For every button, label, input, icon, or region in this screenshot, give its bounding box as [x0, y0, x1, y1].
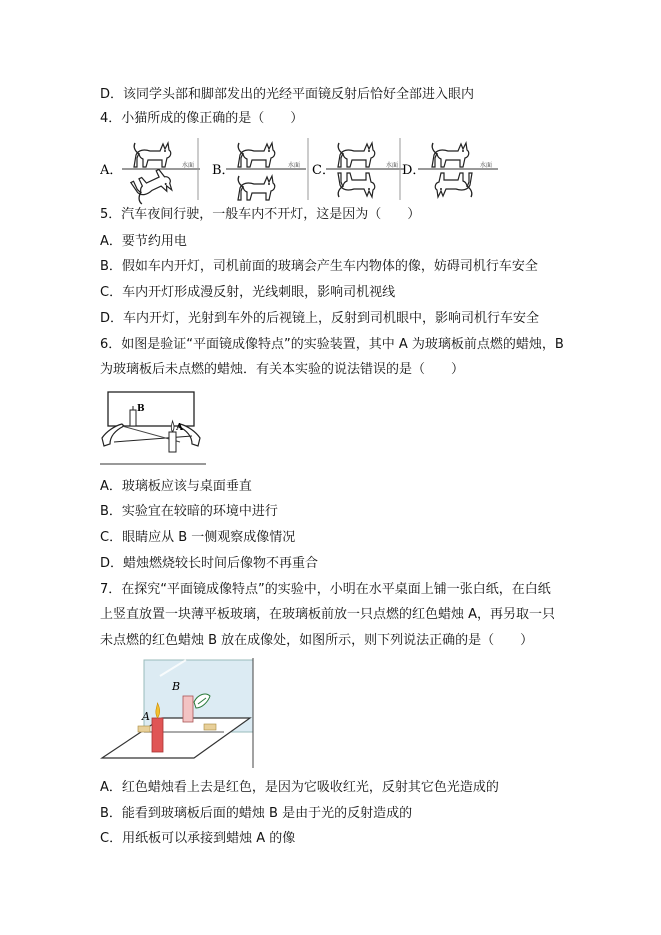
q7-stem-line3: 未点燃的红色蜡烛 B 放在成像处，如图所示，则下列说法正确的是（ ） — [100, 633, 534, 648]
q5-option-d: D．车内开灯，光射到车外的后视镜上，反射到司机眼中，影响司机行车安全 — [100, 311, 540, 326]
q7-stem-line1: 7．在探究“平面镜成像特点”的实验中，小明在水平桌面上铺一张白纸，在白纸 — [100, 582, 551, 597]
q4-option-d-water-label: 水面 — [480, 162, 493, 169]
q7-option-a: A．红色蜡烛看上去是红色，是因为它吸收红光，反射其它色光造成的 — [100, 780, 499, 795]
q6-option-b: B．实验宜在较暗的环境中进行 — [100, 504, 278, 519]
q5-stem: 5．汽车夜间行驶，一般车内不开灯，这是因为（ ） — [100, 207, 421, 222]
q4-options-figure — [100, 134, 500, 206]
q6-label-a: A — [176, 423, 183, 433]
q5-option-c: C．车内开灯形成漫反射，光线刺眼，影响司机视线 — [100, 285, 396, 300]
q4-stem: 4．小猫所成的像正确的是（ ） — [100, 111, 304, 126]
q7-label-b: B — [172, 680, 181, 693]
q7-figure — [100, 658, 256, 768]
q4-option-a-water-label: 水面 — [182, 162, 195, 169]
q6-option-c: C．眼睛应从 B 一侧观察成像情况 — [100, 530, 296, 545]
cat-object-icon — [238, 143, 275, 167]
cat-image-icon — [238, 176, 275, 200]
q4-option-a-letter: A． — [100, 163, 123, 178]
q6-figure — [100, 386, 206, 466]
q4-option-c-water-label: 水面 — [386, 162, 399, 169]
q7-option-c: C．用纸板可以承接到蜡烛 A 的像 — [100, 831, 296, 846]
q7-option-b: B．能看到玻璃板后面的蜡烛 B 是由于光的反射造成的 — [100, 806, 413, 821]
q7-label-a: A — [142, 710, 150, 723]
q4-cat-figures — [100, 134, 500, 206]
cat-image-icon — [435, 173, 472, 197]
q5-option-a: A．要节约用电 — [100, 234, 187, 249]
q6-option-a: A．玻璃板应该与桌面垂直 — [100, 479, 252, 494]
q6-option-d: D．蜡烛燃烧较长时间后像物不再重合 — [100, 556, 319, 571]
q6-stem-line2: 为玻璃板后未点燃的蜡烛．有关本实验的说法错误的是（ ） — [100, 362, 465, 377]
cat-object-icon — [338, 143, 375, 167]
q4-option-b-letter: B． — [212, 163, 235, 178]
q6-label-b: B — [137, 404, 145, 414]
q4-option-b-water-label: 水面 — [288, 162, 301, 169]
q4-option-d-letter: D． — [402, 163, 426, 178]
cat-image-icon — [338, 173, 375, 197]
cat-object-icon — [432, 143, 469, 167]
q7-stem-line2: 上竖直放置一块薄平板玻璃，在玻璃板前放一只点燃的红色蜡烛 A，再另取一只 — [100, 607, 556, 622]
q6-stem-line1: 6．如图是验证“平面镜成像特点”的实验装置，其中 A 为玻璃板前点燃的蜡烛，B — [100, 337, 564, 352]
q7-apparatus-diagram — [100, 658, 256, 768]
q5-option-b: B．假如车内开灯，司机前面的玻璃会产生车内物体的像，妨碍司机行车安全 — [100, 259, 538, 274]
cat-object-icon — [134, 143, 171, 167]
q3-option-d: D．该同学头部和脚部发出的光经平面镜反射后恰好全部进入眼内 — [100, 87, 475, 102]
cat-image-icon — [131, 167, 174, 204]
q4-option-c-letter: C． — [312, 163, 335, 178]
q6-apparatus-diagram — [100, 386, 206, 466]
